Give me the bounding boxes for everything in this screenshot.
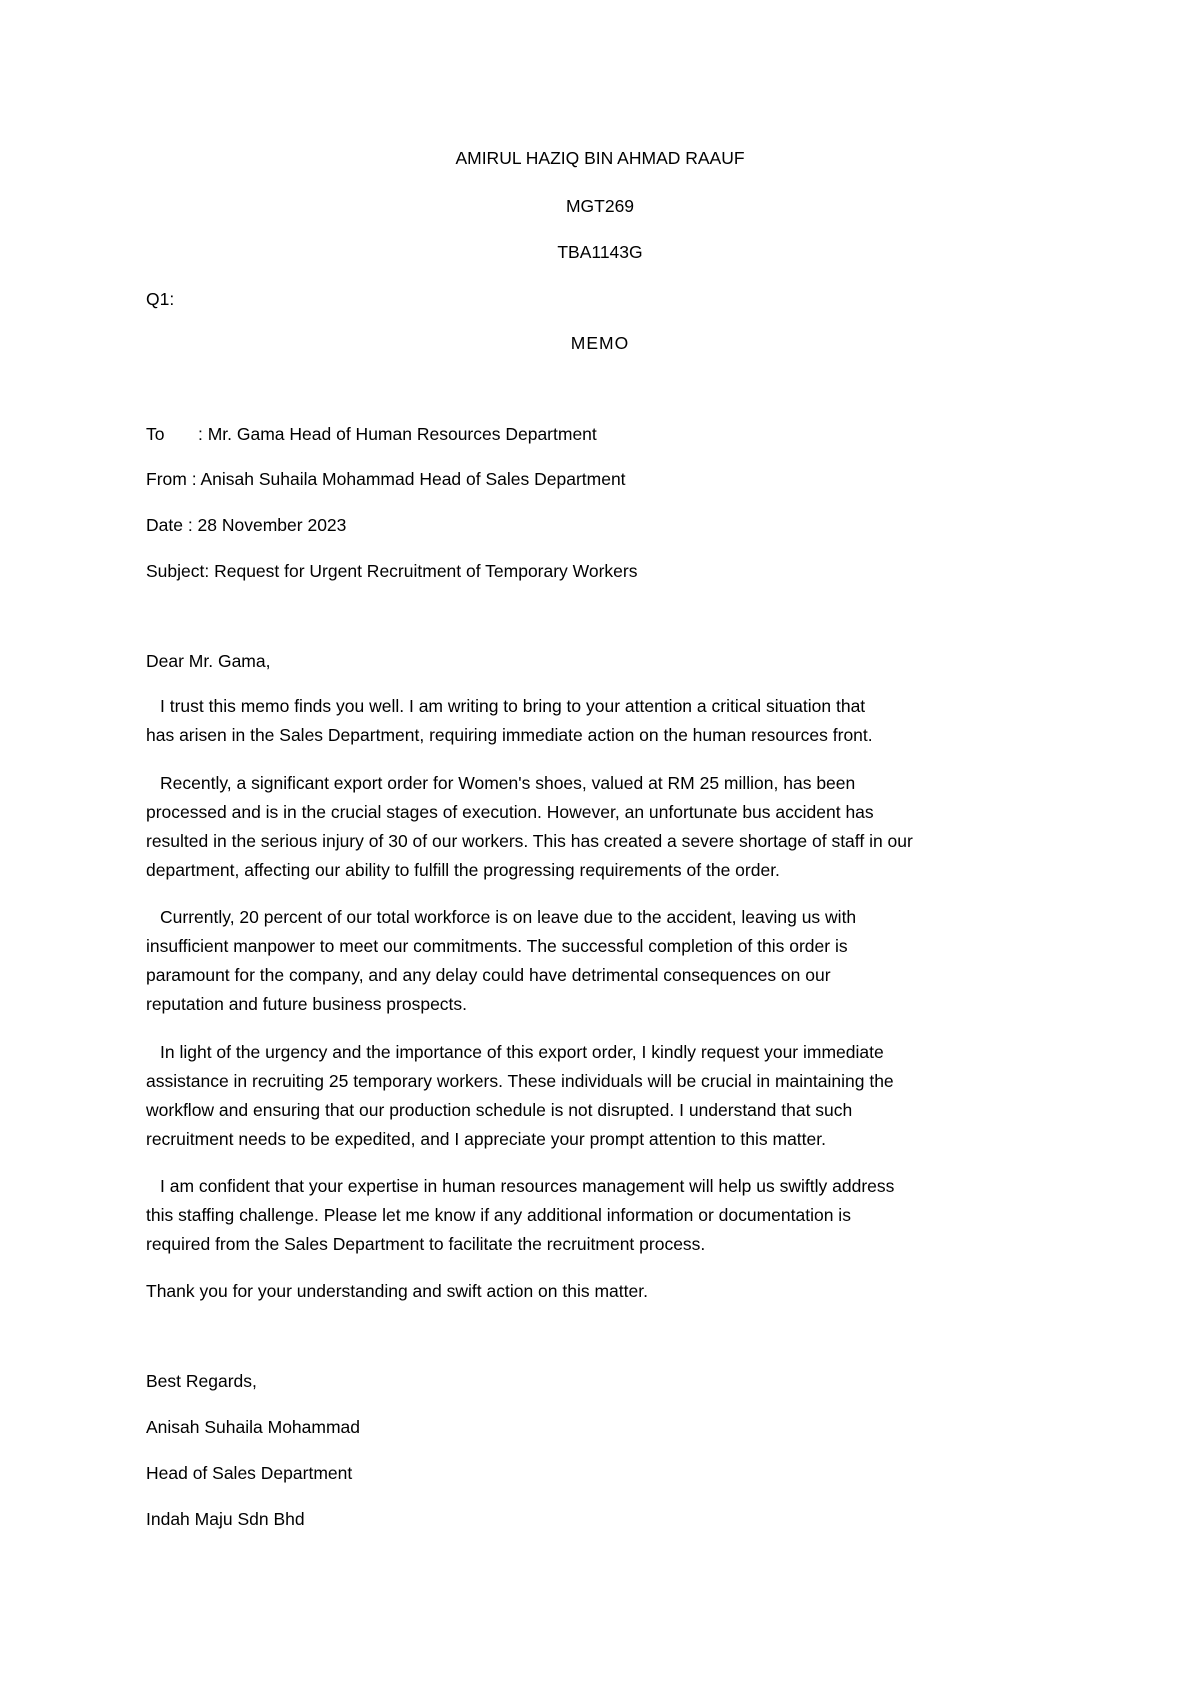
signatory-title: Head of Sales Department bbox=[146, 1463, 353, 1483]
paragraph-line: Recently, a significant export order for Women's shoes, valued at RM 25 million, has been bbox=[160, 773, 856, 793]
paragraph-line: In light of the urgency and the importance of this export order, I kindly request your immediate bbox=[160, 1042, 884, 1062]
body-paragraph-5 bbox=[146, 1172, 1066, 1259]
body-paragraph-1 bbox=[146, 692, 1066, 750]
memo-date-line: Date : 28 November 2023 bbox=[146, 515, 347, 535]
paragraph-line: required from the Sales Department to facilitate the recruitment process. bbox=[146, 1234, 706, 1254]
paragraph-line: I am confident that your expertise in human resources management will help us swiftly address bbox=[160, 1176, 895, 1196]
to-label: To bbox=[146, 424, 165, 444]
body-paragraph-4 bbox=[146, 1038, 1066, 1154]
signatory-name: Anisah Suhaila Mohammad bbox=[146, 1417, 361, 1437]
memo-to-line bbox=[146, 424, 597, 445]
closing-regards: Best Regards, bbox=[146, 1371, 257, 1391]
paragraph-line: Currently, 20 percent of our total workforce is on leave due to the accident, leaving us with bbox=[160, 907, 857, 927]
paragraph-line: processed and is in the crucial stages of execution. However, an unfortunate bus accident has bbox=[146, 802, 874, 822]
body-paragraph-2 bbox=[146, 769, 1066, 885]
memo-subject-line: Subject: Request for Urgent Recruitment of Temporary Workers bbox=[146, 561, 638, 581]
paragraph-line: reputation and future business prospects. bbox=[146, 994, 468, 1014]
paragraph-line: paramount for the company, and any delay could have detrimental consequences on our bbox=[146, 965, 831, 985]
to-value: : Mr. Gama Head of Human Resources Department bbox=[198, 424, 597, 444]
memo-from-line: From : Anisah Suhaila Mohammad Head of Sales Department bbox=[146, 469, 626, 489]
salutation: Dear Mr. Gama, bbox=[146, 651, 271, 671]
group-code: TBA1143G bbox=[557, 242, 643, 262]
paragraph-line: insufficient manpower to meet our commitments. The successful completion of this order is bbox=[146, 936, 848, 956]
paragraph-line: recruitment needs to be expedited, and I appreciate your prompt attention to this matter. bbox=[146, 1129, 826, 1149]
course-code: MGT269 bbox=[565, 196, 635, 216]
paragraph-line: department, affecting our ability to fulfill the progressing requirements of the order. bbox=[146, 860, 780, 880]
paragraph-line: workflow and ensuring that our production schedule is not disrupted. I understand that such bbox=[146, 1100, 853, 1120]
question-label: Q1: bbox=[146, 289, 175, 309]
paragraph-line: I trust this memo finds you well. I am writing to bring to your attention a critical situation that bbox=[160, 696, 866, 716]
paragraph-line: this staffing challenge. Please let me know if any additional information or documentation is bbox=[146, 1205, 851, 1225]
author-name: AMIRUL HAZIQ BIN AHMAD RAAUF bbox=[455, 148, 745, 168]
paragraph-line: assistance in recruiting 25 temporary workers. These individuals will be crucial in maintaining the bbox=[146, 1071, 894, 1091]
thank-you-line: Thank you for your understanding and swift action on this matter. bbox=[146, 1281, 648, 1301]
memo-title: MEMO bbox=[570, 333, 630, 353]
paragraph-line: resulted in the serious injury of 30 of our workers. This has created a severe shortage of staff in our bbox=[146, 831, 913, 851]
company-name: Indah Maju Sdn Bhd bbox=[146, 1509, 305, 1529]
body-paragraph-3 bbox=[146, 903, 1066, 1019]
paragraph-line: has arisen in the Sales Department, requiring immediate action on the human resources front. bbox=[146, 725, 873, 745]
